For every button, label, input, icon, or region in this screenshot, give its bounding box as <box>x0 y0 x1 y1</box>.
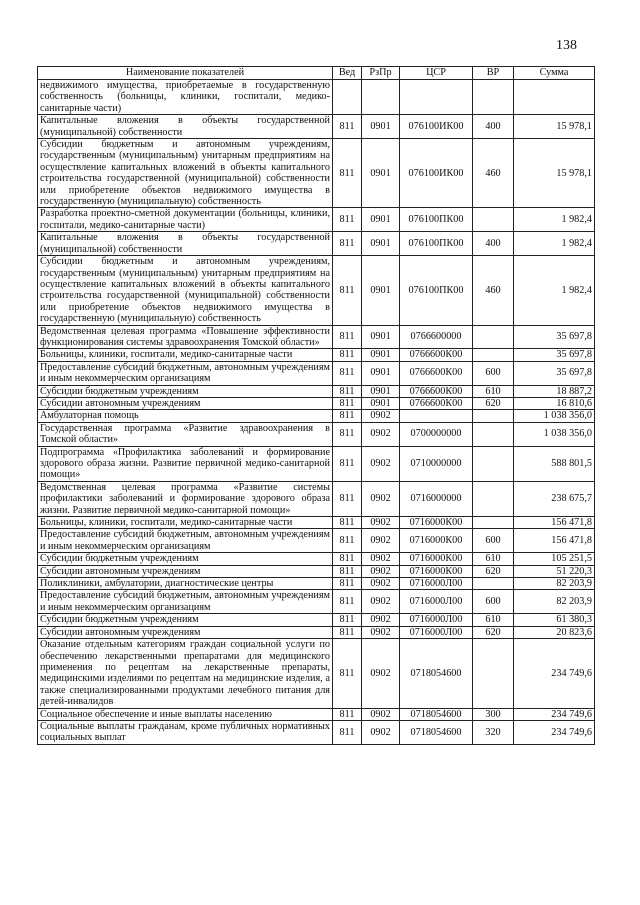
cell-sum: 51 220,3 <box>514 565 595 577</box>
cell-ved: 811 <box>333 529 362 553</box>
cell-rzpr: 0901 <box>362 349 400 361</box>
cell-sum: 156 471,8 <box>514 529 595 553</box>
cell-sum: 234 749,6 <box>514 639 595 708</box>
cell-sum: 35 697,8 <box>514 349 595 361</box>
budget-table <box>37 66 595 745</box>
cell-vr: 620 <box>473 565 514 577</box>
cell-csr: 0716000Л00 <box>400 590 473 614</box>
cell-name: Ведомственная целевая программа «Повышение эффективности функционирования системы здравоохранения Томской области» <box>38 325 333 349</box>
cell-csr: 0700000000 <box>400 422 473 446</box>
cell-sum: 1 038 356,0 <box>514 422 595 446</box>
cell-name: Субсидии бюджетным учреждениям <box>38 614 333 626</box>
cell-vr: 320 <box>473 720 514 744</box>
cell-rzpr: 0902 <box>362 446 400 481</box>
cell-name: Субсидии бюджетным и автономным учреждениям, государственным (муниципальным) унитарным предприятиям на осуществление капитальных вложений в объекты капитального строительства государственной (муниципальной) собственности или приобретение объектов недвижимого имущества в государственную (муниципальную) собственность <box>38 256 333 325</box>
cell-vr <box>473 208 514 232</box>
cell-sum: 35 697,8 <box>514 325 595 349</box>
cell-name: Социальные выплаты гражданам, кроме публичных нормативных социальных выплат <box>38 720 333 744</box>
cell-name: Субсидии бюджетным и автономным учреждениям, государственным (муниципальным) унитарным предприятиям на осуществление капитальных вложений в объекты капитального строительства государственной (муниципальной) собственности или приобретение объектов недвижимого имущества в государственную (муниципальную) собственность <box>38 139 333 208</box>
cell-ved: 811 <box>333 708 362 720</box>
cell-vr <box>473 80 514 115</box>
cell-rzpr: 0901 <box>362 325 400 349</box>
cell-sum: 1 982,4 <box>514 256 595 325</box>
cell-sum: 156 471,8 <box>514 517 595 529</box>
cell-vr: 460 <box>473 139 514 208</box>
table-row <box>38 639 595 708</box>
cell-name: Субсидии бюджетным учреждениям <box>38 553 333 565</box>
cell-rzpr: 0901 <box>362 256 400 325</box>
cell-ved: 811 <box>333 361 362 385</box>
cell-vr: 400 <box>473 115 514 139</box>
table-row <box>38 422 595 446</box>
header-name: Наименование показателей <box>38 67 333 80</box>
cell-sum: 82 203,9 <box>514 590 595 614</box>
cell-sum: 18 887,2 <box>514 385 595 397</box>
cell-sum: 16 810,6 <box>514 397 595 409</box>
cell-ved: 811 <box>333 446 362 481</box>
cell-csr: 0766600К00 <box>400 361 473 385</box>
cell-vr <box>473 349 514 361</box>
cell-vr: 620 <box>473 626 514 638</box>
table-row <box>38 529 595 553</box>
cell-rzpr: 0902 <box>362 578 400 590</box>
table-row <box>38 256 595 325</box>
cell-name: Капитальные вложения в объекты государственной (муниципальной) собственности <box>38 232 333 256</box>
cell-vr: 610 <box>473 614 514 626</box>
cell-ved <box>333 80 362 115</box>
cell-vr <box>473 446 514 481</box>
cell-vr <box>473 517 514 529</box>
cell-csr: 0716000К00 <box>400 565 473 577</box>
cell-ved: 811 <box>333 422 362 446</box>
cell-csr: 076100ПК00 <box>400 256 473 325</box>
cell-ved: 811 <box>333 208 362 232</box>
cell-rzpr: 0901 <box>362 361 400 385</box>
table-row <box>38 410 595 422</box>
cell-vr: 610 <box>473 553 514 565</box>
cell-name: Больницы, клиники, госпитали, медико-санитарные части <box>38 517 333 529</box>
table-row <box>38 565 595 577</box>
table-row <box>38 115 595 139</box>
table-row <box>38 590 595 614</box>
cell-vr <box>473 410 514 422</box>
cell-csr <box>400 410 473 422</box>
cell-ved: 811 <box>333 565 362 577</box>
cell-vr: 400 <box>473 232 514 256</box>
cell-name: Субсидии автономным учреждениям <box>38 565 333 577</box>
cell-sum: 588 801,5 <box>514 446 595 481</box>
table-row <box>38 626 595 638</box>
table-row <box>38 553 595 565</box>
cell-ved: 811 <box>333 349 362 361</box>
cell-sum: 15 978,1 <box>514 115 595 139</box>
cell-rzpr: 0902 <box>362 410 400 422</box>
cell-vr <box>473 325 514 349</box>
cell-csr: 0710000000 <box>400 446 473 481</box>
cell-csr: 0766600К00 <box>400 397 473 409</box>
cell-csr: 0766600К00 <box>400 349 473 361</box>
cell-rzpr: 0901 <box>362 208 400 232</box>
cell-name: Больницы, клиники, госпитали, медико-санитарные части <box>38 349 333 361</box>
table-row <box>38 720 595 744</box>
cell-csr: 076100ПК00 <box>400 232 473 256</box>
cell-sum: 234 749,6 <box>514 720 595 744</box>
cell-ved: 811 <box>333 481 362 516</box>
cell-csr: 0716000000 <box>400 481 473 516</box>
cell-vr: 620 <box>473 397 514 409</box>
table-row <box>38 578 595 590</box>
cell-ved: 811 <box>333 410 362 422</box>
cell-csr: 0716000К00 <box>400 529 473 553</box>
cell-vr: 460 <box>473 256 514 325</box>
table-row <box>38 397 595 409</box>
table-row <box>38 708 595 720</box>
cell-csr <box>400 80 473 115</box>
cell-rzpr: 0902 <box>362 720 400 744</box>
cell-ved: 811 <box>333 115 362 139</box>
cell-vr <box>473 481 514 516</box>
cell-name: Предоставление субсидий бюджетным, автономным учреждениям и иным некоммерческим организациям <box>38 361 333 385</box>
cell-rzpr: 0902 <box>362 565 400 577</box>
cell-rzpr: 0901 <box>362 115 400 139</box>
cell-name: Оказание отдельным категориям граждан социальной услуги по обеспечению лекарственными препаратами для медицинского применения по рецептам на лекарственные препараты, медицинскими изделиями по рецептам на медицинские изделия, а также специализированными продуктами лечебного питания для детей-инвалидов <box>38 639 333 708</box>
table-row <box>38 325 595 349</box>
cell-sum: 82 203,9 <box>514 578 595 590</box>
cell-name: Подпрограмма «Профилактика заболеваний и формирование здорового образа жизни. Развитие первичной медико-санитарной помощи» <box>38 446 333 481</box>
cell-sum: 105 251,5 <box>514 553 595 565</box>
cell-rzpr: 0902 <box>362 422 400 446</box>
table-row <box>38 80 595 115</box>
cell-sum: 35 697,8 <box>514 361 595 385</box>
cell-name: Субсидии бюджетным учреждениям <box>38 385 333 397</box>
table-row <box>38 232 595 256</box>
table-row <box>38 361 595 385</box>
cell-sum: 234 749,6 <box>514 708 595 720</box>
cell-name: недвижимого имущества, приобретаемые в государственную собственность (больницы, клиники, госпитали, медико-санитарные части) <box>38 80 333 115</box>
cell-vr: 600 <box>473 361 514 385</box>
cell-csr: 0716000Л00 <box>400 578 473 590</box>
cell-name: Поликлиники, амбулатории, диагностические центры <box>38 578 333 590</box>
table-header-row <box>38 67 595 80</box>
cell-csr: 076100ИК00 <box>400 139 473 208</box>
cell-sum: 1 982,4 <box>514 232 595 256</box>
cell-rzpr <box>362 80 400 115</box>
cell-ved: 811 <box>333 720 362 744</box>
cell-csr: 0716000К00 <box>400 553 473 565</box>
cell-sum <box>514 80 595 115</box>
cell-rzpr: 0901 <box>362 139 400 208</box>
page-number: 138 <box>556 38 577 53</box>
cell-csr: 0766600К00 <box>400 385 473 397</box>
cell-vr <box>473 578 514 590</box>
cell-csr: 0716000К00 <box>400 517 473 529</box>
cell-csr: 076100ПК00 <box>400 208 473 232</box>
cell-rzpr: 0901 <box>362 385 400 397</box>
cell-ved: 811 <box>333 626 362 638</box>
cell-vr: 300 <box>473 708 514 720</box>
table-row <box>38 614 595 626</box>
cell-rzpr: 0901 <box>362 397 400 409</box>
cell-ved: 811 <box>333 385 362 397</box>
header-rzpr: РзПр <box>362 67 400 80</box>
cell-name: Предоставление субсидий бюджетным, автономным учреждениям и иным некоммерческим организациям <box>38 529 333 553</box>
cell-ved: 811 <box>333 590 362 614</box>
cell-name: Субсидии автономным учреждениям <box>38 626 333 638</box>
table-row <box>38 349 595 361</box>
cell-vr: 600 <box>473 590 514 614</box>
cell-rzpr: 0901 <box>362 232 400 256</box>
cell-rzpr: 0902 <box>362 708 400 720</box>
cell-name: Капитальные вложения в объекты государственной (муниципальной) собственности <box>38 115 333 139</box>
cell-rzpr: 0902 <box>362 639 400 708</box>
header-vr: ВР <box>473 67 514 80</box>
cell-csr: 0766600000 <box>400 325 473 349</box>
header-csr: ЦСР <box>400 67 473 80</box>
cell-ved: 811 <box>333 578 362 590</box>
cell-sum: 20 823,6 <box>514 626 595 638</box>
cell-rzpr: 0902 <box>362 529 400 553</box>
cell-name: Субсидии автономным учреждениям <box>38 397 333 409</box>
cell-ved: 811 <box>333 325 362 349</box>
cell-csr: 0718054600 <box>400 639 473 708</box>
cell-rzpr: 0902 <box>362 590 400 614</box>
cell-rzpr: 0902 <box>362 481 400 516</box>
cell-rzpr: 0902 <box>362 553 400 565</box>
cell-sum: 1 038 356,0 <box>514 410 595 422</box>
cell-vr <box>473 422 514 446</box>
cell-name: Ведомственная целевая программа «Развитие системы профилактики заболеваний и формирование здорового образа жизни. Развитие первичной медико-санитарной помощи» <box>38 481 333 516</box>
table-row <box>38 517 595 529</box>
table-row <box>38 139 595 208</box>
cell-sum: 238 675,7 <box>514 481 595 516</box>
cell-vr <box>473 639 514 708</box>
cell-name: Разработка проектно-сметной документации (больницы, клиники, госпитали, медико-санитарные части) <box>38 208 333 232</box>
cell-csr: 0718054600 <box>400 720 473 744</box>
header-sum: Сумма <box>514 67 595 80</box>
cell-sum: 1 982,4 <box>514 208 595 232</box>
cell-ved: 811 <box>333 553 362 565</box>
cell-ved: 811 <box>333 639 362 708</box>
cell-csr: 0716000Л00 <box>400 626 473 638</box>
cell-vr: 600 <box>473 529 514 553</box>
cell-name: Предоставление субсидий бюджетным, автономным учреждениям и иным некоммерческим организациям <box>38 590 333 614</box>
cell-name: Социальное обеспечение и иные выплаты населению <box>38 708 333 720</box>
table-row <box>38 481 595 516</box>
cell-ved: 811 <box>333 139 362 208</box>
cell-csr: 0718054600 <box>400 708 473 720</box>
cell-sum: 15 978,1 <box>514 139 595 208</box>
cell-ved: 811 <box>333 517 362 529</box>
cell-rzpr: 0902 <box>362 517 400 529</box>
cell-rzpr: 0902 <box>362 626 400 638</box>
cell-rzpr: 0902 <box>362 614 400 626</box>
cell-sum: 61 380,3 <box>514 614 595 626</box>
cell-name: Амбулаторная помощь <box>38 410 333 422</box>
cell-name: Государственная программа «Развитие здравоохранения в Томской области» <box>38 422 333 446</box>
cell-csr: 076100ИК00 <box>400 115 473 139</box>
cell-csr: 0716000Л00 <box>400 614 473 626</box>
table-row <box>38 446 595 481</box>
header-ved: Вед <box>333 67 362 80</box>
table-row <box>38 208 595 232</box>
cell-ved: 811 <box>333 614 362 626</box>
cell-ved: 811 <box>333 256 362 325</box>
cell-vr: 610 <box>473 385 514 397</box>
cell-ved: 811 <box>333 232 362 256</box>
table-row <box>38 385 595 397</box>
cell-ved: 811 <box>333 397 362 409</box>
